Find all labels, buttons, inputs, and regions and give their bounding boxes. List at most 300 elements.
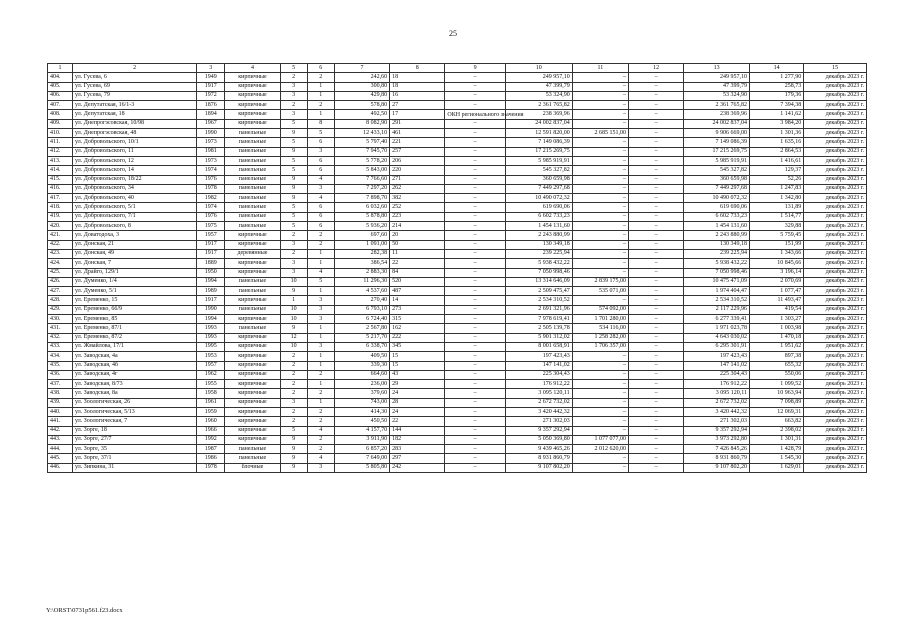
cell-deadline: декабрь 2023 г. [804, 407, 867, 416]
cell-cost-per-sqm: 550,06 [750, 370, 804, 379]
cell-other-cost: – [629, 110, 684, 119]
cell-entrances: 3 [307, 342, 334, 351]
cell-fund-cost: – [572, 389, 628, 398]
cell-heritage-status: – [445, 287, 506, 296]
cell-other-cost: – [629, 380, 684, 389]
cell-owner-cost: 9 357 292,94 [684, 426, 750, 435]
cell-address: ул. Зоологическая, 5/13 [73, 407, 197, 416]
cell-area: 12 433,10 [334, 129, 389, 138]
cell-deadline: декабрь 2023 г. [804, 296, 867, 305]
column-header-5: 5 [280, 64, 307, 73]
cell-address: ул. Депутатская, 18 [73, 110, 197, 119]
cell-owner-cost: 7 050 998,46 [684, 268, 750, 277]
cell-floors: 9 [280, 435, 307, 444]
cell-heritage-status: – [445, 212, 506, 221]
cell-build-year: 1976 [197, 175, 225, 184]
cell-residents: 18 [390, 82, 445, 91]
cell-row-number: 435. [48, 361, 73, 370]
cell-fund-cost: – [572, 296, 628, 305]
cell-total-cost: 5 985 919,91 [505, 156, 572, 165]
cell-address: ул. Заводская, 4г [73, 370, 197, 379]
cell-other-cost: – [629, 175, 684, 184]
cell-fund-cost: – [572, 203, 628, 212]
cell-total-cost: 2 534 310,52 [505, 296, 572, 305]
cell-owner-cost: 2 117 229,96 [684, 305, 750, 314]
cell-floors: 3 [280, 110, 307, 119]
cell-area: 5 217,70 [334, 333, 389, 342]
cell-deadline: декабрь 2023 г. [804, 212, 867, 221]
table-row [48, 212, 867, 221]
cell-cost-per-sqm: 10 963,94 [750, 389, 804, 398]
cell-heritage-status: – [445, 249, 506, 258]
cell-total-cost: 271 302,03 [505, 417, 572, 426]
cell-fund-cost: – [572, 147, 628, 156]
cell-cost-per-sqm: 1 428,79 [750, 445, 804, 454]
cell-cost-per-sqm: 419,54 [750, 305, 804, 314]
cell-residents: 144 [390, 426, 445, 435]
cell-build-year: 1917 [197, 296, 225, 305]
cell-area: 6 032,60 [334, 203, 389, 212]
cell-entrances: 1 [307, 82, 334, 91]
cell-row-number: 420. [48, 222, 73, 231]
cell-cost-per-sqm: 131,89 [750, 203, 804, 212]
cell-area: 429,80 [334, 91, 389, 100]
cell-wall-material: кирпичные [225, 342, 280, 351]
cell-cost-per-sqm: 2 398,02 [750, 426, 804, 435]
cell-fund-cost: – [572, 110, 628, 119]
cell-address: ул. Добровольского, 11 [73, 147, 197, 156]
cell-total-cost: 8 001 658,91 [505, 342, 572, 351]
cell-floors: 5 [280, 212, 307, 221]
cell-floors: 2 [280, 407, 307, 416]
cell-other-cost: – [629, 463, 684, 472]
cell-address: ул. Зипкина, 31 [73, 463, 197, 472]
cell-total-cost: 24 002 837,04 [505, 119, 572, 128]
cell-floors: 2 [280, 361, 307, 370]
table-row [48, 138, 867, 147]
cell-other-cost: – [629, 240, 684, 249]
cell-residents: 24 [390, 407, 445, 416]
cell-address: ул. Добровольского, 18/22 [73, 175, 197, 184]
cell-area: 242,60 [334, 73, 389, 82]
cell-cost-per-sqm: 10 845,66 [750, 259, 804, 268]
cell-other-cost: – [629, 435, 684, 444]
cell-build-year: 1957 [197, 361, 225, 370]
table-row [48, 398, 867, 407]
cell-heritage-status: – [445, 277, 506, 286]
cell-row-number: 417. [48, 194, 73, 203]
cell-residents: 271 [390, 175, 445, 184]
cell-wall-material: кирпичные [225, 101, 280, 110]
cell-residents: 345 [390, 342, 445, 351]
cell-total-cost: 360 659,98 [505, 175, 572, 184]
cell-deadline: декабрь 2023 г. [804, 203, 867, 212]
cell-total-cost: 7 050 998,46 [505, 268, 572, 277]
cell-heritage-status: – [445, 370, 506, 379]
column-number-row [48, 64, 867, 73]
cell-wall-material: кирпичные [225, 82, 280, 91]
cell-address: ул. Добровольского, 7/1 [73, 212, 197, 221]
cell-area: 6 857,20 [334, 445, 389, 454]
cell-build-year: 1994 [197, 277, 225, 286]
cell-entrances: 6 [307, 156, 334, 165]
cell-heritage-status: – [445, 342, 506, 351]
cell-owner-cost: 239 225,94 [684, 249, 750, 258]
cell-heritage-status: – [445, 324, 506, 333]
cell-build-year: 1992 [197, 435, 225, 444]
cell-entrances: 8 [307, 119, 334, 128]
cell-cost-per-sqm: 1 141,62 [750, 110, 804, 119]
cell-residents: 315 [390, 315, 445, 324]
cell-area: 7 898,70 [334, 194, 389, 203]
cell-fund-cost: 1 701 280,00 [572, 315, 628, 324]
cell-cost-per-sqm: 11 493,47 [750, 296, 804, 305]
cell-entrances: 1 [307, 361, 334, 370]
cell-other-cost: – [629, 73, 684, 82]
cell-cost-per-sqm: 1 514,77 [750, 212, 804, 221]
cell-build-year: 1986 [197, 454, 225, 463]
cell-wall-material: кирпичные [225, 426, 280, 435]
cell-floors: 2 [280, 370, 307, 379]
column-header-11: 11 [572, 64, 628, 73]
cell-wall-material: кирпичные [225, 435, 280, 444]
cell-area: 697,60 [334, 231, 389, 240]
column-header-7: 7 [334, 64, 389, 73]
cell-row-number: 438. [48, 389, 73, 398]
cell-address: ул. Донская, 21 [73, 240, 197, 249]
cell-total-cost: 239 225,94 [505, 249, 572, 258]
cell-deadline: декабрь 2023 г. [804, 259, 867, 268]
cell-heritage-status: – [445, 417, 506, 426]
cell-area: 414,30 [334, 407, 389, 416]
cell-deadline: декабрь 2023 г. [804, 175, 867, 184]
cell-deadline: декабрь 2023 г. [804, 342, 867, 351]
cell-cost-per-sqm: 663,82 [750, 417, 804, 426]
cell-wall-material: кирпичные [225, 296, 280, 305]
cell-row-number: 442. [48, 426, 73, 435]
cell-floors: 2 [280, 101, 307, 110]
cell-row-number: 433. [48, 342, 73, 351]
cell-total-cost: 7 449 297,68 [505, 184, 572, 193]
cell-floors: 9 [280, 454, 307, 463]
cell-row-number: 432. [48, 333, 73, 342]
cell-owner-cost: 2 672 732,02 [684, 398, 750, 407]
cell-total-cost: 249 957,10 [505, 73, 572, 82]
cell-area: 6 724,40 [334, 315, 389, 324]
cell-other-cost: – [629, 203, 684, 212]
cell-cost-per-sqm: 1 303,27 [750, 315, 804, 324]
cell-residents: 206 [390, 156, 445, 165]
cell-owner-cost: 9 107 802,20 [684, 463, 750, 472]
cell-deadline: декабрь 2023 г. [804, 370, 867, 379]
cell-build-year: 1974 [197, 166, 225, 175]
cell-address: ул. Думенко, 1/4 [73, 277, 197, 286]
cell-row-number: 413. [48, 156, 73, 165]
cell-deadline: декабрь 2023 г. [804, 156, 867, 165]
cell-other-cost: – [629, 370, 684, 379]
cell-other-cost: – [629, 407, 684, 416]
cell-fund-cost: – [572, 240, 628, 249]
cell-entrances: 1 [307, 333, 334, 342]
cell-area: 236,00 [334, 380, 389, 389]
cell-row-number: 440. [48, 407, 73, 416]
cell-area: 5 797,40 [334, 138, 389, 147]
cell-address: ул. Днепрогэсовская, 48 [73, 129, 197, 138]
cell-heritage-status: – [445, 231, 506, 240]
cell-floors: 9 [280, 445, 307, 454]
cell-fund-cost: 534 116,00 [572, 324, 628, 333]
cell-area: 2 883,30 [334, 268, 389, 277]
cell-owner-cost: 197 423,43 [684, 352, 750, 361]
cell-row-number: 410. [48, 129, 73, 138]
cell-fund-cost: – [572, 119, 628, 128]
cell-cost-per-sqm: 5 759,45 [750, 231, 804, 240]
cell-cost-per-sqm: 1 003,98 [750, 324, 804, 333]
cell-cost-per-sqm: 1 247,83 [750, 184, 804, 193]
cell-heritage-status: – [445, 426, 506, 435]
cell-total-cost: 13 314 646,09 [505, 277, 572, 286]
cell-build-year: 1990 [197, 305, 225, 314]
cell-area: 7 297,20 [334, 184, 389, 193]
cell-residents: 291 [390, 119, 445, 128]
cell-row-number: 422. [48, 240, 73, 249]
cell-fund-cost: – [572, 370, 628, 379]
cell-wall-material: кирпичные [225, 110, 280, 119]
cell-residents: 162 [390, 324, 445, 333]
cell-address: ул. Добровольского, 40 [73, 194, 197, 203]
cell-entrances: 3 [307, 315, 334, 324]
cell-address: ул. Еременко, 87/1 [73, 324, 197, 333]
cell-row-number: 406. [48, 91, 73, 100]
cell-address: ул. Заводская, 8/73 [73, 380, 197, 389]
cell-heritage-status: – [445, 463, 506, 472]
cell-other-cost: – [629, 398, 684, 407]
cell-total-cost: 5 050 369,80 [505, 435, 572, 444]
cell-address: ул. Доватодоха, 3 [73, 231, 197, 240]
cell-row-number: 436. [48, 370, 73, 379]
cell-build-year: 1917 [197, 240, 225, 249]
cell-wall-material: панельные [225, 138, 280, 147]
cell-build-year: 1995 [197, 342, 225, 351]
cell-floors: 12 [280, 333, 307, 342]
cell-fund-cost: 2 839 175,00 [572, 277, 628, 286]
cell-wall-material: кирпичные [225, 240, 280, 249]
cell-other-cost: – [629, 268, 684, 277]
cell-floors: 2 [280, 380, 307, 389]
cell-total-cost: 5 901 312,02 [505, 333, 572, 342]
cell-owner-cost: 147 141,02 [684, 361, 750, 370]
cell-fund-cost: – [572, 398, 628, 407]
table-row [48, 454, 867, 463]
cell-heritage-status: – [445, 305, 506, 314]
cell-floors: 9 [280, 175, 307, 184]
cell-residents: 27 [390, 101, 445, 110]
cell-floors: 2 [280, 73, 307, 82]
cell-floors: 10 [280, 342, 307, 351]
cell-total-cost: 6 602 733,23 [505, 212, 572, 221]
cell-other-cost: – [629, 138, 684, 147]
cell-heritage-status: – [445, 315, 506, 324]
cell-address: ул. Добровольского, 14 [73, 166, 197, 175]
cell-address: ул. Гусева, 79 [73, 91, 197, 100]
cell-other-cost: – [629, 91, 684, 100]
cell-residents: 15 [390, 352, 445, 361]
cell-heritage-status: – [445, 147, 506, 156]
cell-cost-per-sqm: 1 416,61 [750, 156, 804, 165]
cell-floors: 9 [280, 194, 307, 203]
cell-floors: 2 [280, 249, 307, 258]
cell-fund-cost: – [572, 82, 628, 91]
cell-heritage-status: – [445, 398, 506, 407]
cell-wall-material: деревянные [225, 249, 280, 258]
cell-build-year: 1994 [197, 315, 225, 324]
table-row [48, 463, 867, 472]
cell-heritage-status: – [445, 268, 506, 277]
cell-cost-per-sqm: 12 069,31 [750, 407, 804, 416]
cell-deadline: декабрь 2023 г. [804, 445, 867, 454]
cell-total-cost: 12 591 820,00 [505, 129, 572, 138]
cell-deadline: декабрь 2023 г. [804, 389, 867, 398]
cell-entrances: 1 [307, 398, 334, 407]
cell-area: 743,00 [334, 398, 389, 407]
cell-wall-material: кирпичные [225, 389, 280, 398]
table-row [48, 156, 867, 165]
cell-total-cost: 2 691 321,96 [505, 305, 572, 314]
cell-fund-cost: – [572, 249, 628, 258]
cell-residents: 43 [390, 370, 445, 379]
cell-fund-cost: – [572, 184, 628, 193]
cell-cost-per-sqm: 1 342,80 [750, 194, 804, 203]
cell-build-year: 1917 [197, 249, 225, 258]
table-row [48, 445, 867, 454]
cell-cost-per-sqm: 7 394,38 [750, 101, 804, 110]
cell-entrances: 1 [307, 91, 334, 100]
cell-cost-per-sqm: 52,26 [750, 175, 804, 184]
cell-fund-cost: – [572, 463, 628, 472]
cell-entrances: 1 [307, 352, 334, 361]
cell-deadline: декабрь 2023 г. [804, 184, 867, 193]
cell-other-cost: – [629, 259, 684, 268]
cell-row-number: 415. [48, 175, 73, 184]
cell-address: ул. Зоологическая, 26 [73, 398, 197, 407]
cell-owner-cost: 9 906 669,00 [684, 129, 750, 138]
cell-floors: 3 [280, 91, 307, 100]
cell-owner-cost: 24 002 837,04 [684, 119, 750, 128]
table-row [48, 361, 867, 370]
cell-address: ул. Жмайлова, 17/1 [73, 342, 197, 351]
cell-owner-cost: 225 304,43 [684, 370, 750, 379]
cell-build-year: 1967 [197, 119, 225, 128]
cell-row-number: 429. [48, 305, 73, 314]
cell-address: ул. Донская, 49 [73, 249, 197, 258]
table-row [48, 91, 867, 100]
cell-residents: 252 [390, 203, 445, 212]
cell-total-cost: 176 912,22 [505, 380, 572, 389]
cell-total-cost: 619 690,06 [505, 203, 572, 212]
cell-floors: 5 [280, 156, 307, 165]
cell-heritage-status: – [445, 389, 506, 398]
cell-cost-per-sqm: 1 077,47 [750, 287, 804, 296]
cell-residents: 520 [390, 277, 445, 286]
cell-wall-material: панельные [225, 287, 280, 296]
cell-entrances: 1 [307, 110, 334, 119]
cell-build-year: 1962 [197, 370, 225, 379]
cell-total-cost: 2 243 880,99 [505, 231, 572, 240]
cell-cost-per-sqm: 329,88 [750, 222, 804, 231]
cell-area: 578,80 [334, 101, 389, 110]
cell-floors: 5 [280, 203, 307, 212]
cell-total-cost: 7 149 086,39 [505, 138, 572, 147]
cell-area: 379,60 [334, 389, 389, 398]
cell-row-number: 425. [48, 268, 73, 277]
cell-address: ул. Зорге, 35 [73, 445, 197, 454]
cell-total-cost: 53 324,90 [505, 91, 572, 100]
column-header-15: 15 [804, 64, 867, 73]
table-row [48, 268, 867, 277]
cell-other-cost: – [629, 342, 684, 351]
table-body [48, 73, 867, 473]
cell-owner-cost: 360 659,98 [684, 175, 750, 184]
cell-residents: 22 [390, 259, 445, 268]
cell-wall-material: кирпичные [225, 398, 280, 407]
cell-fund-cost: – [572, 166, 628, 175]
cell-owner-cost: 5 985 919,91 [684, 156, 750, 165]
cell-deadline: декабрь 2023 г. [804, 110, 867, 119]
cell-row-number: 423. [48, 249, 73, 258]
cell-other-cost: – [629, 101, 684, 110]
cell-heritage-status: – [445, 184, 506, 193]
table-row [48, 194, 867, 203]
cell-row-number: 430. [48, 315, 73, 324]
cell-area: 7 649,00 [334, 454, 389, 463]
cell-cost-per-sqm: 1 629,01 [750, 463, 804, 472]
cell-build-year: 1958 [197, 389, 225, 398]
column-header-1: 1 [48, 64, 73, 73]
cell-residents: 220 [390, 166, 445, 175]
cell-wall-material: панельные [225, 277, 280, 286]
cell-other-cost: – [629, 82, 684, 91]
cell-fund-cost: 2 685 151,00 [572, 129, 628, 138]
cell-wall-material: кирпичные [225, 417, 280, 426]
cell-build-year: 1876 [197, 101, 225, 110]
table-row [48, 110, 867, 119]
cell-total-cost: 17 215 269,75 [505, 147, 572, 156]
cell-other-cost: – [629, 417, 684, 426]
cell-area: 6 793,10 [334, 305, 389, 314]
cell-build-year: 1982 [197, 194, 225, 203]
cell-entrances: 2 [307, 445, 334, 454]
cell-total-cost: 2 505 139,78 [505, 324, 572, 333]
cell-area: 5 936,20 [334, 222, 389, 231]
cell-total-cost: 1 454 131,60 [505, 222, 572, 231]
cell-owner-cost: 130 349,18 [684, 240, 750, 249]
cell-other-cost: – [629, 194, 684, 203]
cell-owner-cost: 5 938 432,22 [684, 259, 750, 268]
cell-build-year: 1955 [197, 380, 225, 389]
cell-total-cost: 7 978 619,41 [505, 315, 572, 324]
cell-wall-material: кирпичные [225, 259, 280, 268]
cell-entrances: 3 [307, 463, 334, 472]
cell-floors: 3 [280, 398, 307, 407]
table-row [48, 73, 867, 82]
cell-fund-cost: – [572, 194, 628, 203]
cell-total-cost: 2 509 475,47 [505, 287, 572, 296]
cell-other-cost: – [629, 445, 684, 454]
cell-owner-cost: 176 912,22 [684, 380, 750, 389]
cell-cost-per-sqm: 1 301,36 [750, 129, 804, 138]
cell-owner-cost: 10 475 471,09 [684, 277, 750, 286]
cell-area: 282,38 [334, 249, 389, 258]
